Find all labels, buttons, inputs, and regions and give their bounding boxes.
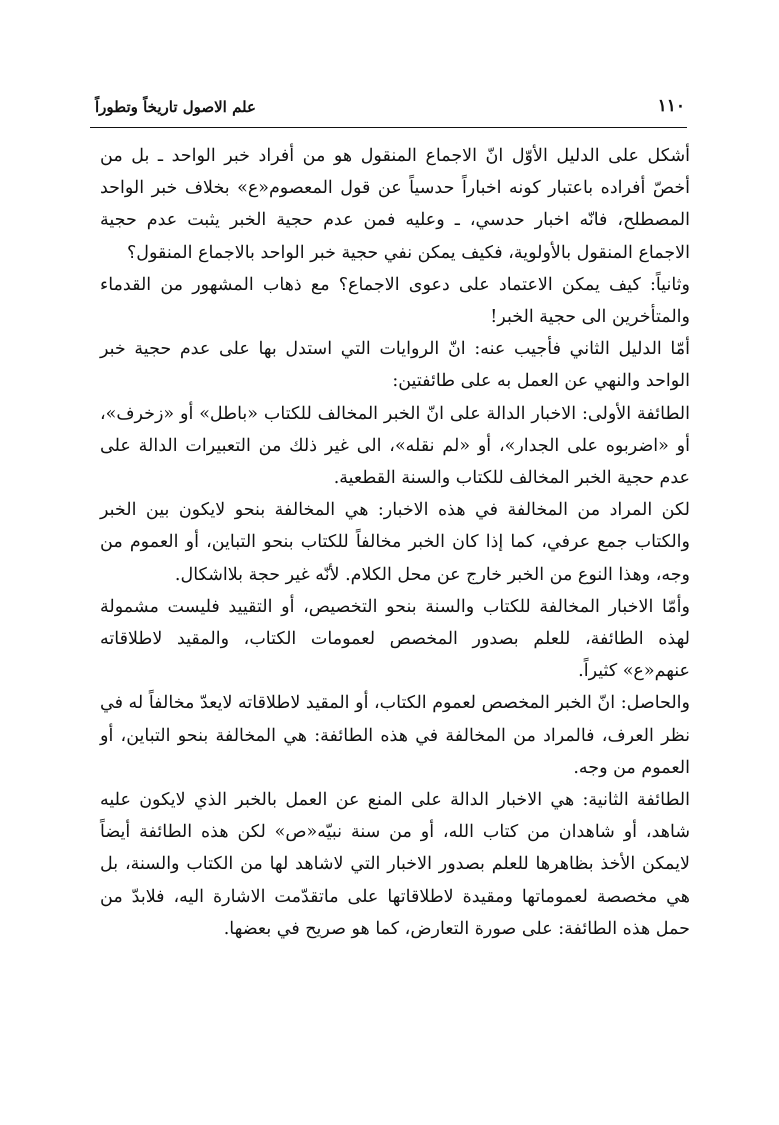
paragraph-summary: والحاصل: انّ الخبر المخصص لعموم الكتاب، أو المقيد لاطلاقاته لايعدّ مخالفاً له في نظر العرف، فالمراد من المخالفة في هذه الطائفة: هي المخالفة بنحو التباين، أو العموم من وجه. <box>100 693 690 778</box>
page-number: ١١٠ <box>657 96 685 116</box>
header-divider <box>90 127 687 128</box>
paragraph-second-objection: وثانياً: كيف يمكن الاعتماد على دعوى الاجماع؟ مع ذهاب المشهور من القدماء والمتأخرين الى حجية الخبر! <box>100 274 690 328</box>
paragraph-first-group: الطائفة الأولى: الاخبار الدالة على انّ الخبر المخالف للكتاب «باطل» أو «زخرف»، أو «اضربوه على الجدار»، أو «لم نقله»، الى غير ذلك من التعبيرات الدالة على عدم حجية الخبر المخالف للكتاب والسنة القطعية. <box>100 403 690 489</box>
paragraph-first-objection: أشكل على الدليل الأوّل انّ الاجماع المنقول هو من أفراد خبر الواحد ـ بل من أخصّ أفراده باعتبار كونه اخباراً حدسياً عن قول المعصوم«ع» بخلاف خبر الواحد المصطلح، فانّه اخبار حدسي، ـ وعليه فمن عدم حجية الخبر يثبت عدم حجية الاجماع المنقول بالأولوية، فكيف يمكن نفي حجية خبر الواحد بالاجماع المنقول؟ <box>100 146 690 263</box>
body-text <box>100 140 690 945</box>
paragraph-second-group: الطائفة الثانية: هي الاخبار الدالة على المنع عن العمل بالخبر الذي لايكون عليه شاهد، أو شاهدان من كتاب الله، أو من سنة نبيّه«ص» لكن هذه الطائفة أيضاً لايمكن الأخذ بظاهرها للعلم بصدور الاخبار التي لاشاهد لها من الكتاب والسنة، بل هي مخصصة لعموماتها ومقيدة لاطلاقاتها على ماتقدّمت الاشارة اليه، فلابدّ من حمل هذه الطائفة: على صورة التعارض، كما هو صريح في بعضها. <box>100 790 690 939</box>
paragraph-second-evidence: أمّا الدليل الثاني فأجيب عنه: انّ الروايات التي استدل بها على عدم حجية خبر الواحد والنهي عن العمل به على طائفتين: <box>100 339 690 392</box>
running-title: علم الاصول تاريخاً وتطوراً <box>95 98 256 116</box>
page-header <box>95 96 685 126</box>
paragraph-specification: وأمّا الاخبار المخالفة للكتاب والسنة بنحو التخصيص، أو التقييد فليست مشمولة لهذه الطائفة، للعلم بصدور المخصص لعمومات الكتاب، والمقيد لاطلاقاته عنهم«ع» كثيراً. <box>100 596 690 682</box>
paragraph-contradiction-meaning: لكن المراد من المخالفة في هذه الاخبار: هي المخالفة بنحو لايكون بين الخبر والكتاب جمع عرفي، كما إذا كان الخبر مخالفاً للكتاب بنحو التباين، أو العموم من وجه، وهذا النوع من الخبر خارج عن محل الكلام. لأنّه غير حجة بلااشكال. <box>100 500 690 585</box>
